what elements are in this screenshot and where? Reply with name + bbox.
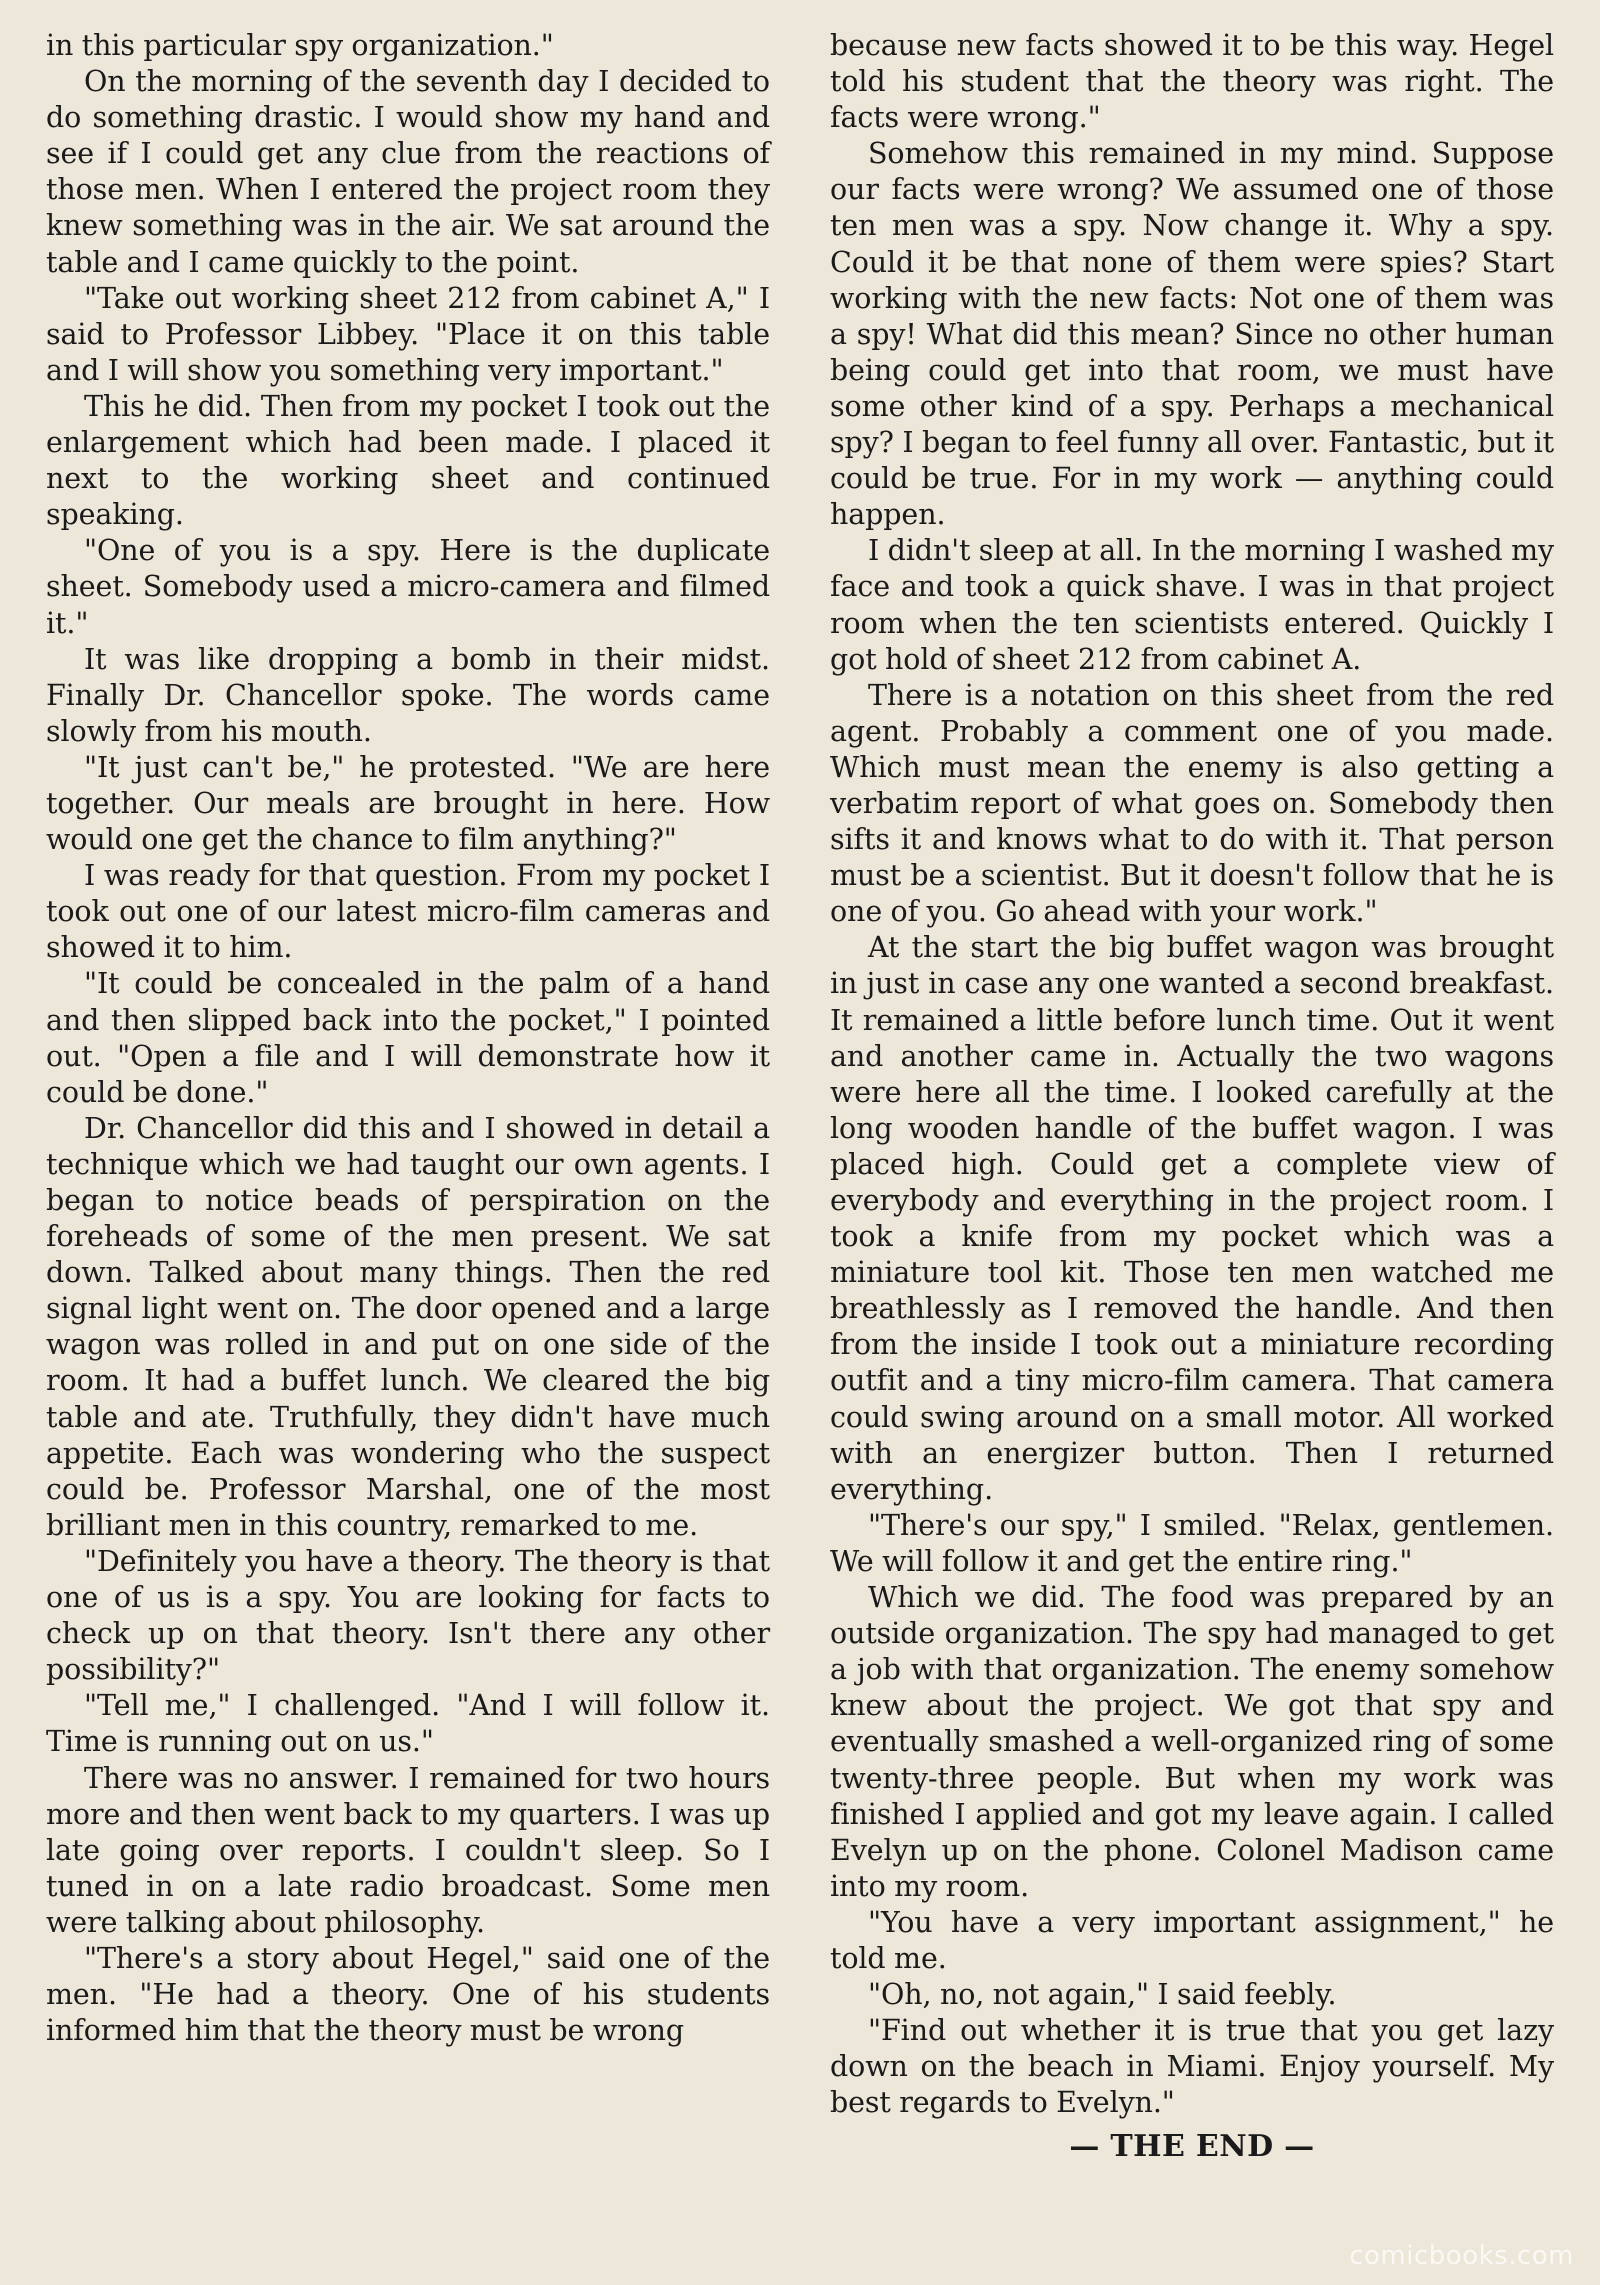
paragraph: Dr. Chancellor did this and I showed in detail a technique which we had taught our own agents. I began to notice beads of perspiration on the foreheads of some of the men present. We sat down. Talked about many things. Then the red signal light went on. The door opened and a large wagon was rolled in and put on one side of the room. It had a buffet lunch. We cleared the big table and ate. Truthfully, they didn't have much appetite. Each was wondering who the suspect could be. Professor Marshal, one of the most brilliant men in this country, remarked to me. (46, 1111, 770, 1542)
paragraph: Somehow this remained in my mind. Suppose our facts were wrong? We assumed one of those ten men was a spy. Now change it. Why a spy. Could it be that none of them were spies? Start working with the new facts: Not one of them was a spy! What did this mean? Since no other human being could get into that room, we must have some other kind of a spy. Perhaps a mechanical spy? I began to feel funny all over. Fantastic, but it could be true. For in my work — anything could happen. (830, 137, 1554, 532)
paragraph: At the start the big buffet wagon was brought in just in case any one wanted a second breakfast. It remained a little before lunch time. Out it went and another came in. Actually the two wagons were here all the time. I looked carefully at the long wooden handle of the buffet wagon. I was placed high. Could get a complete view of everybody and everything in the project room. I took a knife from my pocket which was a miniature tool kit. Those ten men watched me breathlessly as I removed the handle. And then from the inside I took out a miniature recording outfit and a tiny micro-film camera. That camera could swing around on a small motor. All worked with an energizer button. Then I returned everything. (830, 931, 1554, 1506)
paragraph: "One of you is a spy. Here is the duplicate sheet. Somebody used a micro-camera and filmed it." (46, 534, 770, 640)
paragraph: because new facts showed it to be this way. Hegel told his student that the theory was right. The facts were wrong." (830, 29, 1554, 135)
paragraph: "There's our spy," I smiled. "Relax, gentlemen. We will follow it and get the entire ring." (830, 1508, 1554, 1578)
watermark: comicbooks.com (1349, 2241, 1574, 2271)
paragraph: On the morning of the seventh day I decided to do something drastic. I would show my hand and see if I could get any clue from the reactions of those men. When I entered the project room they knew something was in the air. We sat around the table and I came quickly to the point. (46, 65, 770, 279)
paragraph: "Tell me," I challenged. "And I will follow it. Time is running out on us." (46, 1689, 770, 1759)
the-end-label: — THE END — (1069, 2129, 1315, 2165)
paragraph: I didn't sleep at all. In the morning I washed my face and took a quick shave. I was in that project room when the ten scientists entered. Quickly I got hold of sheet 212 from cabinet A. (830, 534, 1554, 676)
paragraph: "Take out working sheet 212 from cabinet A," I said to Professor Libbey. "Place it on this table and I will show you something very important." (46, 281, 770, 387)
paragraph: in this particular spy organization." (46, 29, 554, 62)
paragraph: There is a notation on this sheet from the red agent. Probably a comment one of you made. Which must mean the enemy is also getting a verbatim report of what goes on. Somebody then sifts it and knows what to do with it. That person must be a scientist. But it doesn't follow that he is one of you. Go ahead with your work." (830, 678, 1554, 929)
paragraph: This he did. Then from my pocket I took out the enlargement which had been made. I placed it next to the working sheet and continued speaking. (46, 389, 770, 532)
text-column-left (46, 28, 770, 2049)
paragraph: I was ready for that question. From my pocket I took out one of our latest micro-film cameras and showed it to him. (46, 859, 770, 965)
paragraph: "You have a very important assignment," he told me. (830, 1905, 1554, 1975)
paragraph: "It just can't be," he protested. "We are here together. Our meals are brought in here. How would one get the chance to film anything?" (46, 750, 770, 857)
paragraph: There was no answer. I remained for two hours more and then went back to my quarters. I was up late going over reports. I couldn't sleep. So I tuned in on a late radio broadcast. Some men were talking about philosophy. (46, 1761, 770, 1939)
paragraph: It was like dropping a bomb in their midst. Finally Dr. Chancellor spoke. The words came slowly from his mouth. (46, 642, 770, 748)
paragraph: "Find out whether it is true that you get lazy down on the beach in Miami. Enjoy yourself. My best regards to Evelyn." (830, 2014, 1554, 2120)
paragraph: "It could be concealed in the palm of a hand and then slipped back into the pocket," I pointed out. "Open a file and I will demonstrate how it could be done." (46, 967, 770, 1109)
paragraph: "Oh, no, not again," I said feebly. (868, 1978, 1337, 2012)
paragraph: "There's a story about Hegel," said one of the men. "He had a theory. One of his students informed him that the theory must be wrong (46, 1941, 770, 2048)
text-column-right (830, 28, 1554, 2166)
paragraph: Which we did. The food was prepared by an outside organization. The spy had managed to get a job with that organization. The enemy somehow knew about the project. We got that spy and eventually smashed a well-organized ring of some twenty-three people. But when my work was finished I applied and got my leave again. I called Evelyn up on the phone. Colonel Madison came into my room. (830, 1581, 1554, 1903)
paragraph: "Definitely you have a theory. The theory is that one of us is a spy. You are looking for facts to check up on that theory. Isn't there any other possibility?" (46, 1544, 770, 1687)
